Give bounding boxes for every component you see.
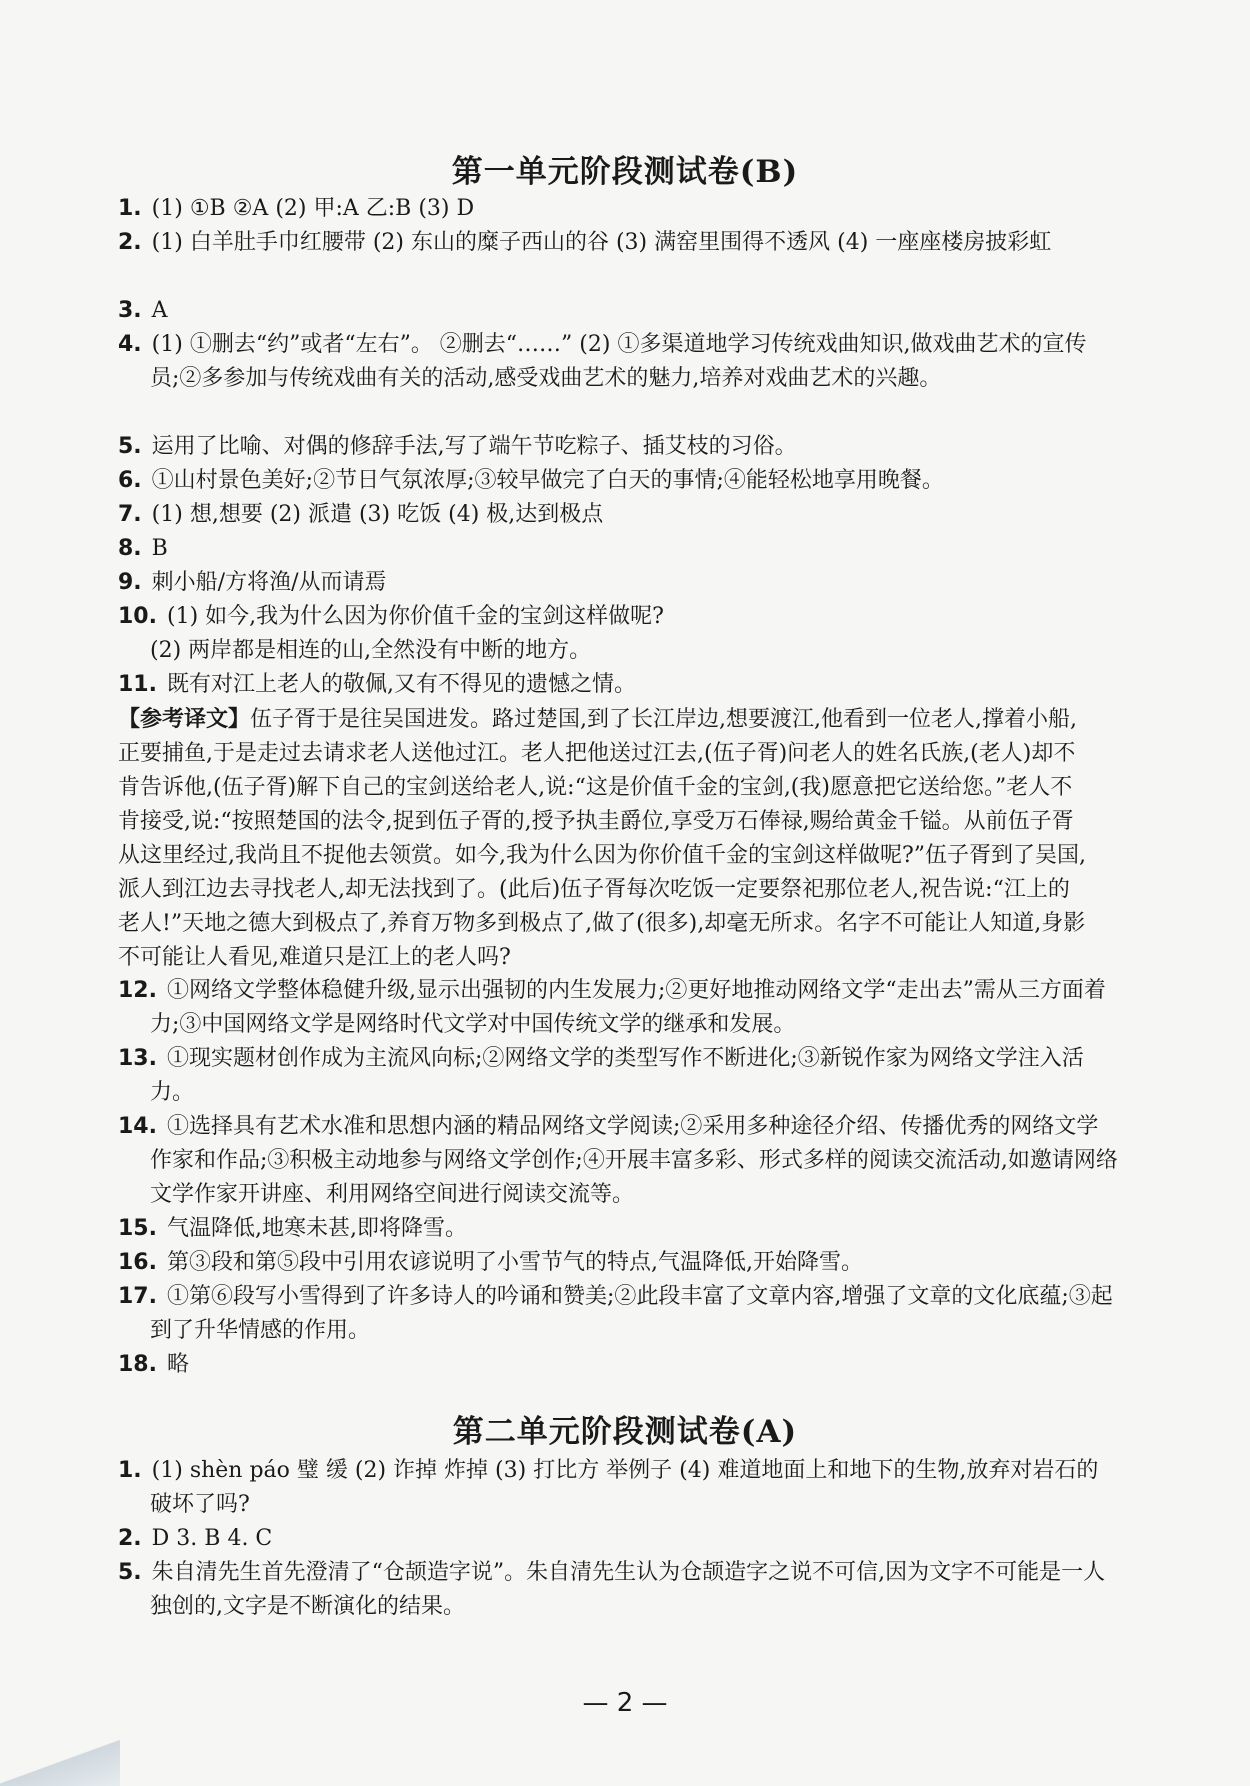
item-number: 8.: [118, 536, 142, 561]
item-text: ①选择具有艺术水准和思想内涵的精品网络文学阅读;②采用多种途径介绍、传播优秀的网络文学作家和作品;③积极主动地参与网络文学创作;④开展丰富多彩、形式多样的阅读交流活动,如邀请网络文学作家开讲座、利用网络空间进行阅读交流等。: [150, 1114, 1118, 1207]
translation-text: 伍子胥于是往吴国进发。路过楚国,到了长江岸边,想要渡江,他看到一位老人,撑着小船,正要捕鱼,于是走过去请求老人送他过江。老人把他送过江去,(伍子胥)问老人的姓名氏族,(老人)却不肯告诉他,(伍子胥)解下自己的宝剑送给老人,说:“这是价值千金的宝剑,(我)愿意把它送给您。”老人不肯接受,说:“按照楚国的法令,捉到伍子胥的,授予执圭爵位,享受万石俸禄,赐给黄金千镒。从前伍子胥从这里经过,我尚且不捉他去领赏。如今,我为什么因为你价值千金的宝剑这样做呢?”伍子胥到了吴国,派人到江边去寻找老人,却无法找到了。(此后)伍子胥每次吃饭一定要祭祀那位老人,祝告说:“江上的老人!”天地之德大到极点了,养育万物多到极点了,做了(很多),却毫无所求。名字不可能让人知道,身影不可能让人看见,难道只是江上的老人吗?: [118, 707, 1087, 970]
answer-item: [118, 1348, 1088, 1382]
item-text: ①网络文学整体稳健升级,显示出强韧的内生发展力;②更好地推动网络文学“走出去”需从三方面着力;③中国网络文学是网络时代文学对中国传统文学的继承和发展。: [150, 978, 1106, 1037]
item-text: (1) ①B ②A (2) 甲:A 乙:B (3) D: [151, 196, 475, 221]
item-text: (1) 想,想要 (2) 派遣 (3) 吃饭 (4) 极,达到极点: [151, 502, 604, 527]
answer-item: [118, 668, 1088, 702]
item-number: 12.: [118, 978, 157, 1003]
item-text: D 3. B 4. C: [151, 1526, 273, 1551]
answer-item: [118, 464, 1088, 498]
item-text: (1) 如今,我为什么因为你价值千金的宝剑这样做呢?: [166, 604, 664, 629]
answer-item: [118, 1556, 1120, 1624]
item-text: 朱自清先生首先澄清了“仓颉造字说”。朱自清先生认为仓颉造字之说不可信,因为文字不可能是一人独创的,文字是不断演化的结果。: [150, 1560, 1106, 1619]
item-number: 7.: [118, 502, 142, 527]
item-number: 6.: [118, 468, 142, 493]
item-text: ①第⑥段写小雪得到了许多诗人的吟诵和赞美;②此段丰富了文章内容,增强了文章的文化底蕴;③起到了升华情感的作用。: [150, 1284, 1113, 1343]
section-title-unit2-a: 第二单元阶段测试卷(A): [452, 1414, 798, 1450]
item-subtext: (2) 两岸都是相连的山,全然没有中断的地方。: [150, 638, 592, 663]
item-number: 2.: [118, 1526, 142, 1551]
item-text: 既有对江上老人的敬佩,又有不得见的遗憾之情。: [166, 672, 636, 697]
answer-item: [118, 1522, 1088, 1556]
answer-item: [118, 1042, 1120, 1110]
section-title-unit1-b: 第一单元阶段测试卷(B): [451, 154, 799, 190]
answer-item: [118, 600, 1088, 668]
answer-item: [118, 294, 1088, 328]
item-number: 15.: [118, 1216, 157, 1241]
item-text: (1) 白羊肚手巾红腰带 (2) 东山的糜子西山的谷 (3) 满窑里围得不透风 (4) 一座座楼房披彩虹: [151, 230, 1052, 255]
answer-item: [118, 328, 1120, 396]
answer-item: [118, 532, 1088, 566]
item-number: 4.: [118, 332, 142, 357]
item-number: 16.: [118, 1250, 157, 1275]
answer-item: [118, 226, 1120, 260]
item-number: 5.: [118, 434, 142, 459]
item-text: 第③段和第⑤段中引用农谚说明了小雪节气的特点,气温降低,开始降雪。: [166, 1250, 863, 1275]
answer-item: [118, 498, 1088, 532]
item-number: 1.: [118, 1458, 142, 1483]
answer-item: [118, 1246, 1088, 1280]
reference-translation: [118, 702, 1088, 975]
item-text: 略: [166, 1352, 189, 1377]
answer-item: [118, 974, 1120, 1042]
item-number: 18.: [118, 1352, 157, 1377]
item-text: ①现实题材创作成为主流风向标;②网络文学的类型写作不断进化;③新锐作家为网络文学注入活力。: [150, 1046, 1084, 1105]
item-text: 气温降低,地寒未甚,即将降雪。: [166, 1216, 467, 1241]
item-text: 运用了比喻、对偶的修辞手法,写了端午节吃粽子、插艾枝的习俗。: [151, 434, 797, 459]
item-number: 3.: [118, 298, 142, 323]
answer-item: [118, 566, 1088, 600]
item-number: 5.: [118, 1560, 142, 1585]
translation-label: 【参考译文】: [118, 706, 251, 732]
item-number: 14.: [118, 1114, 157, 1139]
answer-item: [118, 1454, 1120, 1522]
item-number: 2.: [118, 230, 142, 255]
page-number: — 2 —: [582, 1688, 668, 1718]
answer-item: [118, 1280, 1120, 1348]
item-number: 17.: [118, 1284, 157, 1309]
item-number: 11.: [118, 672, 157, 697]
answer-item: [118, 430, 1088, 464]
item-text: ①山村景色美好;②节日气氛浓厚;③较早做完了白天的事情;④能轻松地享用晚餐。: [151, 468, 944, 493]
page-corner-decoration: [0, 1726, 120, 1786]
item-text: 刺小船/方将渔/从而请焉: [151, 570, 387, 595]
item-number: 10.: [118, 604, 157, 629]
item-text: (1) ①删去“约”或者“左右”。 ②删去“……” (2) ①多渠道地学习传统戏曲知识,做戏曲艺术的宣传员;②多参加与传统戏曲有关的活动,感受戏曲艺术的魅力,培养对戏曲艺术的兴趣。: [150, 332, 1087, 391]
answer-item: [118, 1212, 1088, 1246]
item-text: A: [151, 298, 168, 323]
answer-item: [118, 1110, 1120, 1212]
answer-item: [118, 192, 1088, 226]
item-text: B: [151, 536, 168, 561]
item-number: 1.: [118, 196, 142, 221]
item-number: 9.: [118, 570, 142, 595]
item-text: (1) shèn páo 璧 缓 (2) 诈掉 炸掉 (3) 打比方 举例子 (4) 难道地面上和地下的生物,放弃对岩石的破坏了吗?: [150, 1458, 1099, 1517]
item-number: 13.: [118, 1046, 157, 1071]
